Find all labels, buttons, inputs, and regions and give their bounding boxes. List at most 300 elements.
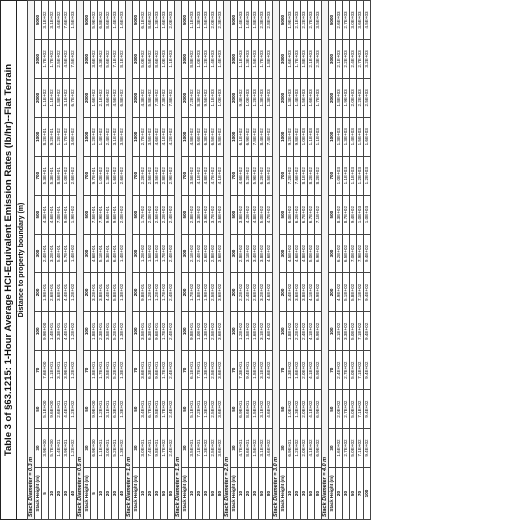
emission-rate-cell: 4.8E+02 [203,156,210,195]
stack-height-cell: 50 [308,468,315,520]
distance-header-cell: 30 [133,429,140,468]
emission-rate-cell: 1.8E+01 [91,312,98,351]
emission-rate-cell: 4.1E+02 [196,156,203,195]
table-row [217,1,224,520]
emission-rate-cell: 8.4E+02 [259,117,266,156]
distance-header-cell: 1000 [35,117,42,156]
emission-rate-cell: 2.4E+03 [350,40,357,79]
emission-rate-cell: 1.6E+02 [294,351,301,390]
emission-rate-cell: 1.7E+03 [315,78,322,117]
emission-rate-cell: 9.6E+01 [154,312,161,351]
diameter-group-row [28,1,35,520]
emission-rate-cell: 6.2E+02 [259,156,266,195]
emission-rate-cell: 6.9E+02 [315,312,322,351]
emission-rate-cell: 1.2E+01 [98,390,105,429]
distance-header-cell: 70 [231,351,238,390]
distance-header-cell: 100 [231,312,238,351]
emission-rate-cell: 3.6E+01 [140,351,147,390]
emission-rate-cell: 3.1E+02 [245,234,252,273]
emission-rate-cell: 4.6E+02 [154,117,161,156]
emission-rate-cell: 5.0E+02 [350,351,357,390]
stack-height-cell: 100 [364,468,371,520]
emission-rate-cell: 1.7E+02 [161,234,168,273]
emission-rate-cell: 5.6E+02 [105,40,112,79]
emission-rate-cell: 1.1E+01 [49,351,56,390]
distance-header-cell: 500 [182,195,189,234]
emission-rate-cell: 5.9E+02 [252,156,259,195]
emission-rate-cell: 1.8E+02 [287,312,294,351]
diameter-group-row [126,1,133,520]
emission-rate-cell: 5.5E+02 [266,156,273,195]
distance-header-cell: 30 [35,429,42,468]
emission-rate-cell: 5.0E+02 [350,429,357,468]
emission-rate-cell: 2.4E+02 [301,312,308,351]
diameter-group-row [224,1,231,520]
emission-rate-cell: 3.8E+02 [301,273,308,312]
emission-rate-cell: 2.6E+01 [49,273,56,312]
distance-header-cell: 70 [133,351,140,390]
diameter-group-row [175,1,182,520]
emission-rate-cell: 4.5E+02 [112,78,119,117]
table-row [140,1,147,520]
emission-rate-cell: 4.7E+02 [266,195,273,234]
stack-diameter-label: Stack Diameter = 3.0 m [273,1,280,520]
emission-rate-cell: 1.5E+03 [252,40,259,79]
emission-rate-cell: 4.6E+02 [56,1,63,40]
emission-rate-cell: 3.6E+02 [217,273,224,312]
emission-rate-cell: 8.6E+02 [154,40,161,79]
table-row [196,1,203,520]
emission-rate-cell: 7.5E+01 [91,195,98,234]
emission-rate-cell: 1.1E+02 [42,78,49,117]
emission-rate-cell: 3.5E+02 [147,117,154,156]
distance-header-cell: 300 [35,234,42,273]
emission-rate-cell: 2.4E+02 [168,312,175,351]
distance-header-row [182,1,189,520]
stack-height-cell: 30 [63,468,70,520]
emission-rate-cell: 1.5E+02 [252,429,259,468]
emission-rate-cell: 3.1E+01 [105,390,112,429]
emission-rate-cell: 4.5E+02 [63,40,70,79]
emission-rate-cell: 9.9E+00 [42,312,49,351]
emission-rate-cell: 4.6E+02 [266,312,273,351]
emission-rate-cell: 1.1E+03 [189,1,196,40]
emission-rate-cell: 9.5E+02 [203,78,210,117]
emission-rate-cell: 6.4E+01 [112,234,119,273]
distance-header-cell: 300 [280,234,287,273]
emission-rate-cell: 9.6E+01 [105,195,112,234]
emission-rate-cell: 6.2E+02 [336,234,343,273]
emission-rate-cell: 6.1E+02 [238,117,245,156]
table-row [168,1,175,520]
emission-rate-cell: 1.8E+03 [301,40,308,79]
table-row [161,1,168,520]
stack-diameter-label: Stack Diameter = 0.5 m [77,1,84,520]
emission-rate-cell: 4.6E+02 [238,156,245,195]
emission-rate-cell: 1.3E+03 [336,117,343,156]
emission-rate-cell: 3.9E+01 [63,429,70,468]
emission-rate-cell: 6.1E+01 [189,351,196,390]
table-row [56,1,63,520]
emission-rate-cell: 3.2E+01 [49,234,56,273]
distance-header-cell: 1000 [84,117,91,156]
emission-rate-cell: 4.6E+02 [266,351,273,390]
emission-rate-cell: 3.8E+01 [98,273,105,312]
distance-header-cell: 700 [84,156,91,195]
stack-height-cell: 50 [161,468,168,520]
emission-rate-cell: 3.6E+02 [294,273,301,312]
emission-rate-cell: 2.4E+02 [105,117,112,156]
distance-header-cell: 2000 [35,78,42,117]
table-row [252,1,259,520]
emission-rate-cell: 6.9E+02 [315,234,322,273]
emission-rate-cell: 6.9E+02 [315,429,322,468]
emission-rate-cell: 1.3E+03 [245,40,252,79]
distance-header-cell: 2000 [280,78,287,117]
emission-rate-cell: 1.4E+01 [49,312,56,351]
emission-rate-cell: 6.5E+02 [210,117,217,156]
stack-height-header: Stack Height (m) [133,468,140,520]
diameter-group-row [77,1,84,520]
emission-rate-cell: 4.7E+01 [238,429,245,468]
emission-rate-cell: 7.2E+01 [196,390,203,429]
emission-rate-cell: 2.4E+01 [42,234,49,273]
emission-rate-cell: 1.2E+02 [70,390,77,429]
emission-rate-cell: 1.2E+03 [203,40,210,79]
stack-height-cell: 50 [259,468,266,520]
emission-rate-cell: 2.1E+03 [336,40,343,79]
distance-header-cell: 500 [133,195,140,234]
emission-rate-cell: 6.7E+02 [70,78,77,117]
emission-rate-cell: 6.7E+01 [147,390,154,429]
emission-rate-cell: 2.4E+02 [168,195,175,234]
emission-rate-cell: 3.5E+02 [154,156,161,195]
distance-header-cell: 50 [84,390,91,429]
emission-rate-cell: 3.5E+01 [105,312,112,351]
emission-rate-cell: 3.6E+02 [217,429,224,468]
emission-rate-cell: 1.3E+02 [203,351,210,390]
emission-rate-cell: 2.4E+02 [168,351,175,390]
emission-rate-cell: 4.8E+02 [252,195,259,234]
emission-rate-cell: 1.1E+03 [308,117,315,156]
emission-rate-cell: 3.5E+01 [140,312,147,351]
stack-height-cell: 20 [196,468,203,520]
emission-rate-cell: 3.0E+01 [140,429,147,468]
emission-rate-cell: 3.8E+02 [259,234,266,273]
emission-rate-cell: 7.6E+02 [294,156,301,195]
emission-rate-cell: 1.4E+02 [119,234,126,273]
distance-header-cell: 70 [280,351,287,390]
emission-rate-cell: 1.3E+03 [343,117,350,156]
distance-header-cell: 500 [231,195,238,234]
table-row [119,1,126,520]
emission-rate-cell: 3.7E+02 [210,195,217,234]
emission-rate-cell: 6.2E+02 [294,195,301,234]
emission-rate-cell: 7.3E+02 [154,78,161,117]
emission-rate-cell: 1.8E+01 [91,351,98,390]
emission-rate-cell: 5.0E+02 [308,234,315,273]
emission-rate-cell: 3.1E+02 [259,351,266,390]
distance-header-cell: 200 [35,273,42,312]
table-row [238,1,245,520]
emission-rate-cell: 1.6E+02 [91,78,98,117]
emission-rate-cell: 8.1E+02 [119,40,126,79]
emission-rate-cell: 2.7E+02 [343,390,350,429]
emission-rate-cell: 9.8E+01 [154,390,161,429]
emission-rate-cell: 1.2E+02 [238,312,245,351]
emission-rate-cell: 2.7E+03 [343,1,350,40]
emission-rate-cell: 1.4E+03 [238,1,245,40]
emission-rate-cell: 6.3E+01 [112,390,119,429]
emission-rate-cell: 1.2E+03 [252,78,259,117]
emission-rate-cell: 1.0E+03 [196,40,203,79]
distance-header-cell: 2000 [182,78,189,117]
distance-header-cell: 700 [329,156,336,195]
emission-rate-cell: 5.2E+01 [112,312,119,351]
distance-header-cell: 2000 [133,78,140,117]
emission-rate-cell: 4.6E+01 [91,234,98,273]
emission-rate-cell: 2.5E+02 [210,273,217,312]
emission-rate-cell: 3.0E+01 [105,429,112,468]
emission-rate-cell: 5.9E+02 [91,1,98,40]
distance-header-cell: 70 [329,351,336,390]
distance-header-cell: 200 [231,273,238,312]
emission-rate-cell: 6.7E+02 [308,195,315,234]
emission-rate-cell: 2.0E+02 [301,390,308,429]
emission-rate-cell: 6.8E+02 [119,78,126,117]
emission-rate-cell: 3.1E+02 [259,429,266,468]
emission-rate-cell: 7.2E+02 [287,156,294,195]
emission-rate-cell: 1.6E+03 [161,1,168,40]
stack-height-cell: 50 [210,468,217,520]
emission-rate-cell: 8.6E+01 [245,429,252,468]
emission-rate-cell: 1.7E+03 [259,40,266,79]
emission-rate-cell: 4.5E+03 [364,1,371,40]
distance-header-cell: 300 [182,234,189,273]
emission-rate-cell: 5.3E+01 [42,156,49,195]
emission-rate-cell: 3.6E+02 [217,390,224,429]
table-row [315,1,322,520]
emission-rate-cell: 5.8E+02 [350,273,357,312]
distance-header-cell: 200 [84,273,91,312]
emission-rate-cell: 9.4E+02 [364,429,371,468]
emission-rate-cell: 3.6E+02 [91,40,98,79]
emission-rate-cell: 9.4E+02 [364,273,371,312]
emission-rate-cell: 1.3E+02 [119,273,126,312]
emission-rate-cell: 1.0E+03 [357,195,364,234]
distance-header-cell: 30 [329,429,336,468]
emission-rate-cell: 1.9E+03 [343,78,350,117]
distance-header-cell: 200 [280,273,287,312]
emission-rate-cell: 4.4E+01 [63,273,70,312]
stack-height-header: Stack Height (m) [280,468,287,520]
distance-header-row [280,1,287,520]
emission-rate-cell: 1.2E+02 [294,429,301,468]
distance-header-cell: 700 [182,156,189,195]
emission-rate-cell: 1.1E+03 [238,40,245,79]
emission-rate-cell: 9.2E+01 [49,117,56,156]
table-subtitle: Distance to property boundary (m) [16,0,27,520]
emission-rate-cell: 1.2E+02 [70,312,77,351]
diameter-group-row [322,1,329,520]
stack-height-cell: 80 [217,468,224,520]
distance-header-cell: 70 [182,351,189,390]
emission-rate-cell: 9.4E+01 [245,351,252,390]
distance-header-cell: 200 [133,273,140,312]
stack-diameter-label: Stack Diameter = 1.5 m [175,1,182,520]
emission-rate-cell: 1.7E+01 [98,351,105,390]
emission-rate-cell: 3.6E+02 [217,234,224,273]
emission-rate-cell: 9.2E+02 [287,117,294,156]
emission-rate-cell: 4.3E+02 [140,78,147,117]
emission-rate-cell: 6.9E+02 [315,390,322,429]
emission-rate-cell: 3.8E+02 [119,117,126,156]
emission-rate-cell: 7.6E+00 [42,351,49,390]
emission-rate-cell: 5.8E+02 [147,78,154,117]
emission-rate-cell: 8.2E+02 [308,156,315,195]
emission-rate-cell: 5.1E+00 [42,390,49,429]
stack-height-cell: 30 [112,468,119,520]
emission-rate-cell: 4.2E+02 [245,195,252,234]
emission-rate-cell: 3.2E+02 [259,273,266,312]
distance-header-cell: 300 [84,234,91,273]
emission-rate-cell: 3.6E+02 [70,117,77,156]
emission-rate-cell: 1.7E+02 [161,312,168,351]
distance-header-cell: 700 [35,156,42,195]
emission-rate-cell: 4.3E+02 [98,40,105,79]
emission-rate-cell: 1.9E+03 [287,1,294,40]
distance-header-cell: 5000 [35,1,42,40]
emission-rate-cell: 1.6E+02 [336,429,343,468]
table-row [147,1,154,520]
emission-rate-cell: 7.1E+02 [357,390,364,429]
table-row [308,1,315,520]
distance-header-cell: 2000 [84,78,91,117]
emission-rate-cell: 3.3E+02 [196,195,203,234]
emission-rate-cell: 9.4E+02 [350,195,357,234]
emission-rate-cell: 1.6E+02 [252,312,259,351]
emission-rate-cell: 1.0E+03 [336,156,343,195]
emission-rate-cell: 1.0E+02 [98,156,105,195]
emission-rate-cell: 3.6E+02 [105,78,112,117]
stack-diameter-label: Stack Diameter = 0.3 m [28,1,35,520]
emission-rate-cell: 1.2E+02 [70,351,77,390]
distance-header-row [35,1,42,520]
emission-rate-cell: 2.5E+02 [210,390,217,429]
emission-rate-cell: 2.2E+02 [294,312,301,351]
emission-rate-cell: 8.6E+02 [105,1,112,40]
emission-rate-cell: 3.6E+02 [217,312,224,351]
emission-rate-cell: 1.8E+03 [266,40,273,79]
stack-height-cell: 10 [140,468,147,520]
table-row [266,1,273,520]
emission-rate-cell: 2.3E+01 [98,312,105,351]
distance-header-cell: 3000 [231,40,238,79]
emission-rate-cell: 4.1E+02 [161,117,168,156]
emission-rate-cell: 4.3E+01 [42,195,49,234]
emission-rate-cell: 2.2E+03 [343,40,350,79]
emission-rate-cell: 3.1E+01 [56,351,63,390]
emission-rate-cell: 4.4E+01 [63,312,70,351]
emission-rate-cell: 1.4E+03 [112,1,119,40]
emission-rate-cell: 8.7E+02 [343,195,350,234]
emission-rate-cell: 9.6E+01 [112,195,119,234]
stack-diameter-label: Stack Diameter = 2.0 m [224,1,231,520]
stack-height-header: Stack Height (m) [182,468,189,520]
emission-rate-cell: 3.5E+01 [105,351,112,390]
distance-header-cell: 50 [182,390,189,429]
emission-rate-cell: 1.4E+02 [70,234,77,273]
emission-rate-cell: 4.2E+02 [168,117,175,156]
stack-height-cell: 30 [203,468,210,520]
emission-rate-cell: 7.1E+02 [357,312,364,351]
table-row [203,1,210,520]
emission-rate-cell: 7.1E+02 [112,40,119,79]
emission-rate-cell: 1.1E+01 [98,429,105,468]
emission-rate-cell: 2.6E+02 [252,273,259,312]
emission-rate-cell: 3.1E+02 [259,312,266,351]
emission-rate-cell: 3.1E+02 [259,390,266,429]
stack-height-cell: 20 [105,468,112,520]
distance-header-cell: 50 [280,390,287,429]
distance-header-cell: 500 [84,195,91,234]
emission-rate-cell: 9.7E+01 [91,156,98,195]
stack-height-cell: 30 [252,468,259,520]
distance-header-cell: 100 [133,312,140,351]
emission-rate-cell: 4.4E+01 [105,273,112,312]
emission-rate-cell: 3.1E+02 [42,1,49,40]
emission-rate-cell: 2.4E+02 [245,273,252,312]
emission-rate-cell: 2.8E+03 [266,1,273,40]
emission-rate-cell: 1.5E+02 [147,234,154,273]
emission-rate-cell: 2.2E+02 [238,273,245,312]
distance-header-cell: 1000 [182,117,189,156]
emission-rate-cell: 4.6E+02 [266,273,273,312]
emission-rate-cell: 1.0E+03 [301,117,308,156]
emission-rate-cell: 2.6E+03 [336,1,343,40]
table-row [294,1,301,520]
emission-rate-cell: 1.4E+03 [294,78,301,117]
distance-header-cell: 5000 [182,1,189,40]
emission-rate-cell: 1.1E+02 [49,78,56,117]
emission-rate-cell: 1.3E+02 [287,351,294,390]
emission-rate-cell: 1.4E+03 [210,40,217,79]
stack-height-cell: 10 [189,468,196,520]
emission-rate-cell: 9.0E+01 [63,195,70,234]
emission-rate-cell: 5.1E+01 [189,390,196,429]
emission-rate-cell: 8.5E+01 [56,156,63,195]
emission-rate-cell: 1.5E+02 [252,390,259,429]
emission-rate-cell: 7.5E+02 [70,40,77,79]
emission-rate-cell: 2.3E+03 [315,40,322,79]
emission-rate-cell: 8.8E+02 [189,40,196,79]
emission-rate-cell: 2.7E+03 [308,1,315,40]
emission-rate-cell: 2.1E+03 [294,1,301,40]
emission-rate-cell: 5.6E+02 [196,117,203,156]
emission-rate-cell: 6.5E+02 [343,234,350,273]
emission-rate-cell: 6.3E+01 [147,312,154,351]
distance-header-cell: 300 [329,234,336,273]
emission-rate-cell: 7.9E+02 [357,234,364,273]
distance-header-cell: 700 [231,156,238,195]
emission-rate-cell: 1.8E+02 [56,78,63,117]
emission-rate-cell: 1.2E+02 [56,117,63,156]
emission-rate-cell: 9.4E+02 [364,351,371,390]
distance-header-cell: 500 [35,195,42,234]
emission-rate-cell: 3.6E+03 [357,1,364,40]
stack-height-cell: 70 [357,468,364,520]
emission-rate-cell: 5.4E+01 [56,234,63,273]
